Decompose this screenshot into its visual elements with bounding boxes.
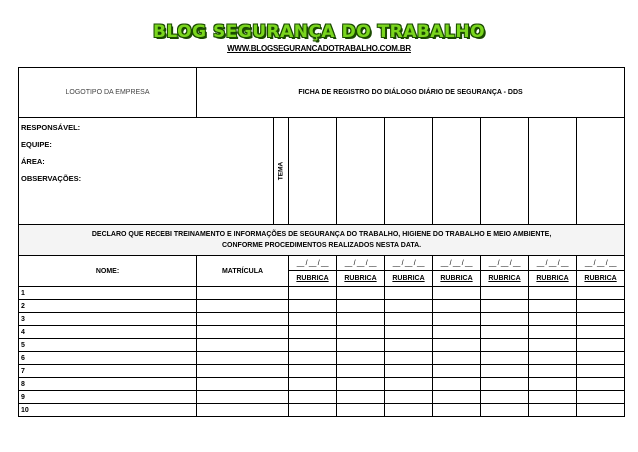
rubrica-cell[interactable] <box>433 365 481 378</box>
matricula-cell[interactable] <box>197 313 289 326</box>
rubrica-header: RUBRICA <box>433 271 481 287</box>
blog-brand-title: BLOG SEGURANÇA DO TRABALHO <box>152 22 486 42</box>
rubrica-cell[interactable] <box>385 300 433 313</box>
row-number-and-name[interactable]: 3 <box>19 313 197 326</box>
observacoes-field[interactable]: OBSERVAÇÕES: <box>21 174 82 183</box>
rubrica-cell[interactable] <box>481 404 529 417</box>
rubrica-cell[interactable] <box>577 391 625 404</box>
rubrica-cell[interactable] <box>385 378 433 391</box>
date-field[interactable]: __ / __ / __ <box>529 256 577 271</box>
rubrica-cell[interactable] <box>289 365 337 378</box>
rubrica-cell[interactable] <box>529 378 577 391</box>
row-number-and-name[interactable]: 10 <box>19 404 197 417</box>
rubrica-cell[interactable] <box>385 326 433 339</box>
attendee-row <box>19 378 625 391</box>
rubrica-cell[interactable] <box>289 313 337 326</box>
blog-url[interactable]: WWW.BLOGSEGURANCADOTRABALHO.COM.BR <box>227 44 411 53</box>
date-field[interactable]: __ / __ / __ <box>289 256 337 271</box>
rubrica-cell[interactable] <box>337 391 385 404</box>
rubrica-cell[interactable] <box>529 391 577 404</box>
rubrica-cell[interactable] <box>337 287 385 300</box>
attendee-row <box>19 404 625 417</box>
rubrica-cell[interactable] <box>577 378 625 391</box>
matricula-column-header: MATRÍCULA <box>197 256 289 287</box>
matricula-cell[interactable] <box>197 365 289 378</box>
rubrica-cell[interactable] <box>337 339 385 352</box>
rubrica-cell[interactable] <box>385 404 433 417</box>
tema-label: TEMA <box>277 161 285 181</box>
row-number-and-name[interactable]: 7 <box>19 365 197 378</box>
rubrica-cell[interactable] <box>289 352 337 365</box>
rubrica-cell[interactable] <box>481 300 529 313</box>
matricula-cell[interactable] <box>197 339 289 352</box>
declaration-text <box>19 225 625 256</box>
rubrica-cell[interactable] <box>337 313 385 326</box>
matricula-cell[interactable] <box>197 326 289 339</box>
rubrica-header: RUBRICA <box>289 271 337 287</box>
rubrica-cell[interactable] <box>433 391 481 404</box>
rubrica-cell[interactable] <box>337 378 385 391</box>
rubrica-cell[interactable] <box>385 339 433 352</box>
equipe-field[interactable]: EQUIPE: <box>21 140 52 149</box>
row-number-and-name[interactable]: 9 <box>19 391 197 404</box>
form-title: FICHA DE REGISTRO DO DIÁLOGO DIÁRIO DE SEGURANÇA - DDS <box>197 68 625 118</box>
rubrica-header: RUBRICA <box>529 271 577 287</box>
rubrica-cell[interactable] <box>337 404 385 417</box>
rubrica-cell[interactable] <box>577 352 625 365</box>
rubrica-cell[interactable] <box>529 313 577 326</box>
date-field[interactable]: __ / __ / __ <box>577 256 625 271</box>
tema-box[interactable] <box>529 118 577 225</box>
rubrica-cell[interactable] <box>577 365 625 378</box>
date-field[interactable]: __ / __ / __ <box>481 256 529 271</box>
rubrica-header: RUBRICA <box>577 271 625 287</box>
rubrica-cell[interactable] <box>385 313 433 326</box>
rubrica-cell[interactable] <box>337 365 385 378</box>
attendee-row <box>19 352 625 365</box>
rubrica-cell[interactable] <box>433 352 481 365</box>
rubrica-cell[interactable] <box>289 300 337 313</box>
matricula-cell[interactable] <box>197 404 289 417</box>
date-field[interactable]: __ / __ / __ <box>385 256 433 271</box>
row-number-and-name[interactable]: 2 <box>19 300 197 313</box>
rubrica-cell[interactable] <box>289 287 337 300</box>
rubrica-cell[interactable] <box>433 326 481 339</box>
rubrica-cell[interactable] <box>577 404 625 417</box>
nome-column-header: NOME: <box>19 256 197 287</box>
attendee-row <box>19 300 625 313</box>
rubrica-header: RUBRICA <box>385 271 433 287</box>
rubrica-cell[interactable] <box>337 326 385 339</box>
rubrica-cell[interactable] <box>481 391 529 404</box>
rubrica-cell[interactable] <box>433 287 481 300</box>
rubrica-cell[interactable] <box>529 287 577 300</box>
attendee-row <box>19 391 625 404</box>
attendee-row <box>19 326 625 339</box>
responsavel-field[interactable]: RESPONSÁVEL: <box>21 123 81 132</box>
tema-label-cell <box>274 118 289 225</box>
rubrica-cell[interactable] <box>289 339 337 352</box>
rubrica-cell[interactable] <box>433 404 481 417</box>
tema-box[interactable] <box>337 118 385 225</box>
matricula-cell[interactable] <box>197 378 289 391</box>
attendee-row <box>19 339 625 352</box>
rubrica-cell[interactable] <box>577 300 625 313</box>
tema-box[interactable] <box>289 118 337 225</box>
rubrica-cell[interactable] <box>337 300 385 313</box>
declaration-line-2: CONFORME PROCEDIMENTOS REALIZADOS NESTA DATA. <box>222 242 422 249</box>
matricula-cell[interactable] <box>197 287 289 300</box>
declaration-line-1: DECLARO QUE RECEBI TREINAMENTO E INFORMAÇÕES DE SEGURANÇA DO TRABALHO, HIGIENE DO TRABALHO E MEIO AMBIENTE, <box>91 231 552 238</box>
rubrica-cell[interactable] <box>385 352 433 365</box>
area-field[interactable]: ÁREA: <box>21 157 45 166</box>
rubrica-cell[interactable] <box>529 365 577 378</box>
rubrica-header: RUBRICA <box>481 271 529 287</box>
rubrica-cell[interactable] <box>289 391 337 404</box>
rubrica-cell[interactable] <box>433 378 481 391</box>
rubrica-cell[interactable] <box>481 352 529 365</box>
rubrica-cell[interactable] <box>385 287 433 300</box>
attendee-row <box>19 287 625 300</box>
rubrica-cell[interactable] <box>529 339 577 352</box>
rubrica-cell[interactable] <box>385 365 433 378</box>
rubrica-cell[interactable] <box>481 365 529 378</box>
rubrica-cell[interactable] <box>289 378 337 391</box>
matricula-cell[interactable] <box>197 300 289 313</box>
rubrica-cell[interactable] <box>577 339 625 352</box>
rubrica-cell[interactable] <box>577 287 625 300</box>
company-logo-placeholder: LOGOTIPO DA EMPRESA <box>19 68 197 118</box>
tema-box[interactable] <box>577 118 625 225</box>
row-number-and-name[interactable]: 6 <box>19 352 197 365</box>
row-number-and-name[interactable]: 4 <box>19 326 197 339</box>
rubrica-cell[interactable] <box>433 313 481 326</box>
row-number-and-name[interactable]: 1 <box>19 287 197 300</box>
rubrica-cell[interactable] <box>289 326 337 339</box>
rubrica-cell[interactable] <box>577 313 625 326</box>
tema-box[interactable] <box>433 118 481 225</box>
matricula-cell[interactable] <box>197 391 289 404</box>
rubrica-cell[interactable] <box>529 404 577 417</box>
tema-box[interactable] <box>385 118 433 225</box>
rubrica-cell[interactable] <box>481 326 529 339</box>
rubrica-cell[interactable] <box>481 313 529 326</box>
attendee-row <box>19 313 625 326</box>
rubrica-header: RUBRICA <box>337 271 385 287</box>
rubrica-cell[interactable] <box>481 378 529 391</box>
rubrica-cell[interactable] <box>433 300 481 313</box>
dds-form-table <box>18 67 625 417</box>
date-field[interactable]: __ / __ / __ <box>337 256 385 271</box>
info-fields <box>19 118 274 225</box>
rubrica-cell[interactable] <box>337 352 385 365</box>
rubrica-cell[interactable] <box>433 339 481 352</box>
rubrica-cell[interactable] <box>289 404 337 417</box>
rubrica-cell[interactable] <box>529 300 577 313</box>
row-number-and-name[interactable]: 8 <box>19 378 197 391</box>
rubrica-cell[interactable] <box>577 326 625 339</box>
date-field[interactable]: __ / __ / __ <box>433 256 481 271</box>
rubrica-cell[interactable] <box>481 287 529 300</box>
rubrica-cell[interactable] <box>481 339 529 352</box>
tema-box[interactable] <box>481 118 529 225</box>
rubrica-cell[interactable] <box>529 352 577 365</box>
attendee-row <box>19 365 625 378</box>
rubrica-cell[interactable] <box>385 391 433 404</box>
rubrica-cell[interactable] <box>529 326 577 339</box>
matricula-cell[interactable] <box>197 352 289 365</box>
row-number-and-name[interactable]: 5 <box>19 339 197 352</box>
